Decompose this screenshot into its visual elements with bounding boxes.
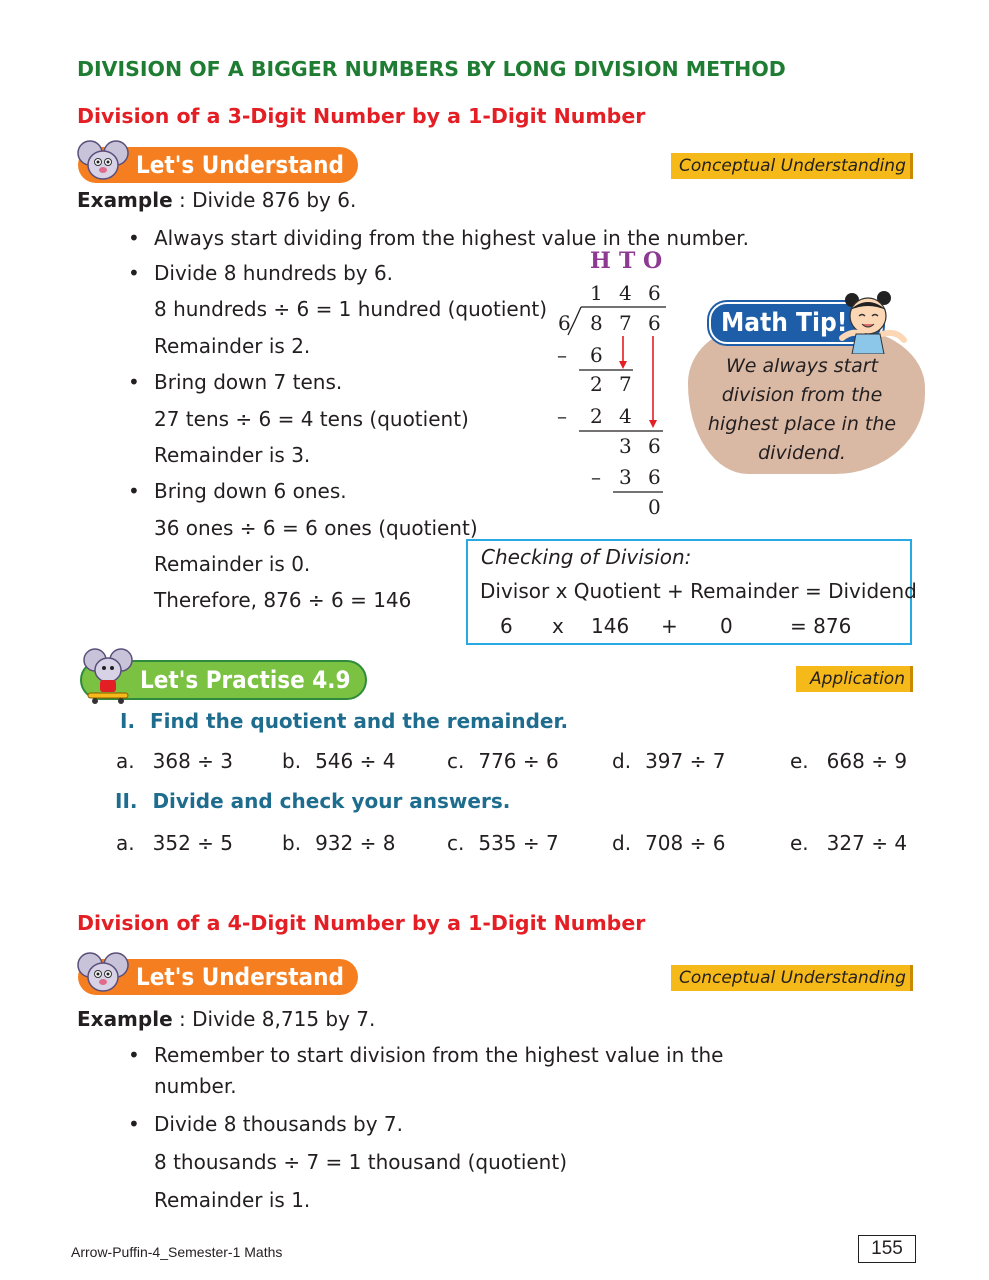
minus-sign: –: [557, 343, 567, 367]
mouse-mascot-icon: [76, 949, 130, 995]
problem-letter: a.: [116, 749, 135, 773]
example-line: [77, 187, 356, 213]
step-line: 8 hundreds ÷ 6 = 1 hundred (quotient): [154, 297, 548, 321]
problem-letter: c.: [447, 831, 465, 855]
problem-letter: a.: [116, 831, 135, 855]
mouse-mascot-icon: [76, 137, 130, 183]
problem-letter: d.: [612, 749, 632, 773]
skateboard-mouse-icon: [80, 646, 138, 704]
bullet-line: • Bring down 7 tens.: [154, 369, 342, 395]
problem-text: 776 ÷ 6: [478, 749, 559, 773]
tag-label: Application: [810, 669, 905, 689]
page-number: 155: [858, 1235, 916, 1263]
problem: [282, 749, 395, 773]
bullet-line: • Always start dividing from the highest value in the number.: [154, 225, 749, 251]
main-title: DIVISION OF A BIGGER NUMBERS BY LONG DIVISION METHOD: [77, 57, 786, 81]
book-footer: Arrow-Puffin-4_Semester-1 Maths: [71, 1244, 283, 1260]
dividend-digit: 6: [648, 311, 661, 335]
math-tip-label: Math Tip!: [709, 302, 883, 344]
minus-sign: –: [591, 465, 601, 489]
banner-label: Let's Understand: [136, 151, 344, 179]
remainder-digit: 2: [590, 372, 603, 396]
checking-formula: Divisor x Quotient + Remainder = Dividend: [480, 579, 917, 603]
step-line: Remainder is 2.: [154, 334, 311, 358]
conceptual-understanding-tag: [671, 965, 913, 991]
problem: [282, 831, 395, 855]
question-text: Divide and check your answers.: [152, 789, 511, 813]
math-tip-text: We always start division from the highest place in the dividend.: [707, 355, 897, 464]
tens-header: T: [619, 248, 636, 274]
check-value: 0: [720, 614, 733, 638]
check-value: 6: [500, 614, 513, 638]
section2-title: Division of a 4-Digit Number by a 1-Digit Number: [77, 911, 646, 935]
example-label: Example: [77, 1007, 173, 1031]
problem-letter: e.: [790, 831, 809, 855]
question-number: II.: [115, 789, 138, 813]
bullet-line-continued: number.: [154, 1074, 237, 1098]
example-text: : Divide 8,715 by 7.: [179, 1007, 376, 1031]
problem-text: 546 ÷ 4: [315, 749, 396, 773]
problem-text: 327 ÷ 4: [826, 831, 908, 855]
problem: [790, 749, 907, 773]
question-1: [120, 709, 568, 733]
check-value: 146: [591, 614, 630, 638]
problem-text: 708 ÷ 6: [645, 831, 726, 855]
problem-letter: b.: [282, 749, 302, 773]
remainder-digit: 7: [619, 372, 632, 396]
subtract-digit: 2: [590, 404, 603, 428]
problem: [612, 749, 725, 773]
problem: [116, 831, 233, 855]
problem-text: 397 ÷ 7: [645, 749, 726, 773]
problem: [447, 831, 559, 855]
check-value: +: [661, 614, 678, 638]
remainder-digit: 3: [619, 434, 632, 458]
tag-label: Conceptual Understanding: [679, 156, 906, 176]
dividend-digit: 8: [590, 311, 603, 335]
check-value: x: [552, 614, 564, 638]
ones-header: O: [643, 248, 663, 274]
tag-label: Conceptual Understanding: [679, 968, 906, 988]
final-remainder: 0: [648, 495, 661, 519]
subtract-digit: 3: [619, 465, 632, 489]
girl-mascot-icon: [832, 288, 912, 354]
minus-sign: –: [557, 404, 567, 428]
step-line: Remainder is 0.: [154, 552, 311, 576]
conceptual-understanding-tag: [671, 153, 913, 179]
bullet-line: • Divide 8 hundreds by 6.: [154, 260, 393, 286]
subtract-digit: 6: [648, 465, 661, 489]
banner-label: Let's Practise 4.9: [140, 666, 351, 694]
problem-text: 352 ÷ 5: [152, 831, 233, 855]
long-division: [555, 248, 675, 528]
question-text: Find the quotient and the remainder.: [150, 709, 569, 733]
application-tag: [796, 666, 913, 692]
problem-letter: e.: [790, 749, 809, 773]
bullet-line: • Divide 8 thousands by 7.: [154, 1111, 403, 1137]
check-value: = 876: [790, 614, 852, 638]
step-line: Therefore, 876 ÷ 6 = 146: [154, 588, 412, 612]
dividend-digit: 7: [619, 311, 632, 335]
problem-text: 535 ÷ 7: [478, 831, 559, 855]
bullet-line: • Bring down 6 ones.: [154, 478, 347, 504]
problem-text: 932 ÷ 8: [315, 831, 396, 855]
problem-letter: c.: [447, 749, 465, 773]
divisor: 6: [558, 311, 571, 335]
subtract-digit: 4: [619, 404, 632, 428]
quotient-digit: 1: [590, 281, 603, 305]
remainder-digit: 6: [648, 434, 661, 458]
step-line: 36 ones ÷ 6 = 6 ones (quotient): [154, 516, 478, 540]
checking-title: Checking of Division:: [481, 545, 692, 569]
question-number: I.: [120, 709, 136, 733]
step-line: Remainder is 3.: [154, 443, 311, 467]
quotient-digit: 6: [648, 281, 661, 305]
hundreds-header: H: [590, 248, 611, 274]
section1-title: Division of a 3-Digit Number by a 1-Digit Number: [77, 104, 646, 128]
problem-text: 668 ÷ 9: [826, 749, 908, 773]
step-line: 27 tens ÷ 6 = 4 tens (quotient): [154, 407, 469, 431]
banner-label: Let's Understand: [136, 963, 344, 991]
problem: [116, 749, 233, 773]
quotient-digit: 4: [619, 281, 632, 305]
example-text: : Divide 876 by 6.: [179, 188, 357, 212]
problem: [447, 749, 559, 773]
problem-letter: b.: [282, 831, 302, 855]
example-label: Example: [77, 188, 173, 212]
problem-text: 368 ÷ 3: [152, 749, 233, 773]
step-line: Remainder is 1.: [154, 1188, 311, 1212]
problem-letter: d.: [612, 831, 632, 855]
bullet-line: • Remember to start division from the highest value in the: [154, 1042, 723, 1068]
problem: [790, 831, 907, 855]
example-line: [77, 1006, 375, 1032]
problem: [612, 831, 725, 855]
subtract-digit: 6: [590, 343, 603, 367]
step-line: 8 thousands ÷ 7 = 1 thousand (quotient): [154, 1150, 567, 1174]
question-2: [115, 789, 510, 813]
